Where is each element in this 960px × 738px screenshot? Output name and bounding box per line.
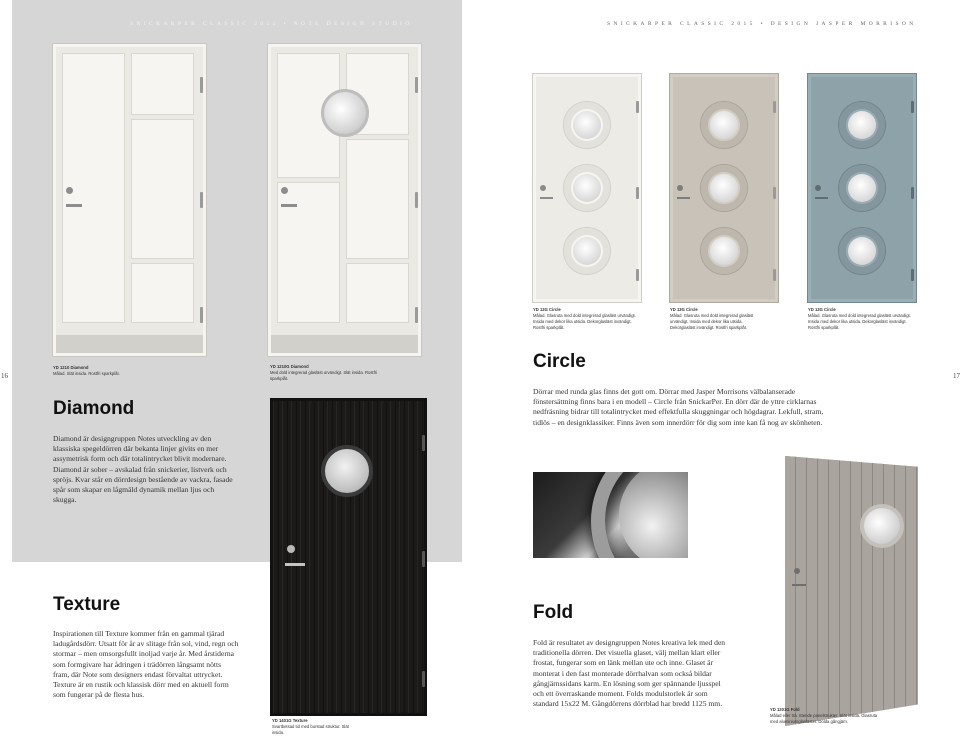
hinge-icon [415,307,418,323]
circle-door-white-image [533,74,641,302]
kick-plate [271,335,418,353]
door-window [710,111,738,139]
door-panel [346,263,409,323]
door-handle-icon [792,584,806,586]
hinge-icon [415,77,418,93]
hinge-icon [422,671,425,687]
door-window [573,111,601,139]
door-window [710,237,738,265]
hinge-icon [911,269,914,281]
running-head-right: SNICKARPER CLASSIC 2015 • DESIGN JASPER MORRISON [607,21,917,27]
caption-text: Målad eller trä. Stende panelstrukter. Slät insida. Glasruta med aluminiumglasläster. Dolda gångjärn. [770,713,878,724]
door-panel [131,263,194,323]
circle-caption [533,307,643,331]
door-window [573,237,601,265]
circle-door-blue-image [808,74,916,302]
door-window [321,445,373,497]
texture-title: Texture [53,594,121,615]
caption-title: YD 13G Circle [808,307,836,312]
diamond-door-image [53,44,206,356]
diamond-title: Diamond [53,398,135,419]
fold-caption [770,707,880,725]
door-panel [131,53,194,115]
fold-door-leaf [785,456,918,726]
lock-cylinder-icon [815,185,821,191]
hinge-icon [636,101,639,113]
caption-text: Med dold integrerad glasläst urvändigt. Slät insida. Rostfri sparkplåt. [270,370,378,381]
hinge-icon [422,435,425,451]
hinge-icon [200,307,203,323]
texture-caption [272,718,362,736]
hinge-icon [415,192,418,208]
lock-cylinder-icon [287,545,295,553]
page-number-left: 16 [1,372,8,380]
door-handle-icon [815,197,828,199]
caption-text: Målad. Glasruta med dold integrerad glasläst urvändigt. Insida med dekor lika utsida. Dekorglasläst invändigt. Rostfri sparkplåt. [808,313,911,330]
door-window [710,174,738,202]
hinge-icon [200,77,203,93]
lock-cylinder-icon [66,187,73,194]
door-window [573,174,601,202]
door-handle-icon [540,197,553,199]
door-handle-icon [66,204,82,207]
caption-title: YD 1401G Texture [272,718,308,723]
fold-title: Fold [533,602,574,623]
hinge-icon [422,551,425,567]
circle-body: Dörrar med runda glas finns det gott om. Dörrar med Jasper Morrisons välbalanserade fönstersättning finns bara i en modell – Circle från SnickarPer. En dörr där de yttre cirklarnas nedfräsning bidrar till totalintrycket med effektfulla skuggningar och högdagrar. Lekfull, stram, tidlös – en designklassiker. Finns även som innerdörr för dig som inte kan få nog av skönheten. [533,387,824,427]
door-window [848,237,876,265]
lock-cylinder-icon [677,185,683,191]
lock-cylinder-icon [794,568,800,574]
hinge-icon [636,187,639,199]
caption-title: YD 13G Circle [533,307,561,312]
running-head-left: SNICKARPER CLASSIC 2015 • NOTE DESIGN STUDIO [130,21,413,27]
circle-door-beige-image [670,74,778,302]
caption-title: YD 1210 Diamond [53,365,89,370]
door-window [321,89,369,137]
circle-detail-image [533,472,688,558]
page-number-right: 17 [953,372,960,380]
texture-door-image [270,398,427,716]
hinge-icon [773,187,776,199]
kick-plate [56,335,203,353]
door-handle-icon [677,197,690,199]
caption-text: Målad. Glasruta med dold integrerad glasläst urvändigt. Insida med dekor lika utsida. Dekorglasläst invändigt. Rostfri sparkplåt. [670,313,754,330]
diamond-caption [53,365,203,377]
fold-door-image [785,456,918,726]
caption-text: Svartbetsad tid med burstad struktur. Slät insida. [272,724,349,735]
hinge-icon [200,192,203,208]
hinge-icon [911,187,914,199]
lock-cylinder-icon [281,187,288,194]
caption-title: YD 1210G Diamond [270,364,309,369]
texture-body: Inspirationen till Texture kommer från en gammal tjärad ladugårdsdörr. Utsatt för år av slitage från sol, vind, regn och stormar – men omsorgsfullt inoljad varje år. Med årstiderna som formgivare har ådringen i trädörren långsamt nötts fram, där Note som designers endast förvaltat uttrycket. Texture är en rustik och klassisk dörr med en aktuell form som fungerar på de flesta hus. [53,629,239,700]
hinge-icon [636,269,639,281]
door-handle-icon [285,563,305,566]
door-panel [346,139,409,259]
circle-caption [808,307,918,331]
lock-cylinder-icon [540,185,546,191]
caption-text: Målad. Glasruta med dold integrerad glasläst urvändigt. Insida med dekor lika utsida. Dekorglasläst invändigt. Rostfri sparkplåt. [533,313,636,330]
door-window [848,111,876,139]
hinge-icon [773,101,776,113]
hinge-icon [773,269,776,281]
caption-title: YD 13G Circle [670,307,698,312]
fold-body: Fold är resultatet av designgruppen Notes kreativa lek med den traditionella dörren. Det visuella glaset, välj mellan klart eller frostat, fungerar som en länk mellan ute och inne. Glaset är monterat i den fast monterade dörrhalvan som också bildar gångjärnssidans karm. En lösning som ger spännande ljusspel och ett överraskande moment. Folds modulstorlek är som standard 15x22 M. Gångdörrens dörrblad har bredd 1125 mm. [533,638,726,709]
door-window [860,504,904,548]
circle-title: Circle [533,351,586,372]
hinge-icon [911,101,914,113]
diamond-glass-door-image [268,44,421,356]
caption-title: YD 1201G Fold [770,707,800,712]
door-window [848,174,876,202]
diamond-body: Diamond är designgruppen Notes utveckling av den klassiska spegeldörren där bekanta linjer givits en mer assymetrisk form och där totalintrycket blivit modernare. Diamond är sober – avskalad från snickerier, listverk och spröjs. Kvar står en dörrdesign bestående av vackra, fasade spår som skapar en lågmäld dynamik mellan ljus och skugga. [53,434,233,505]
diamond-glass-caption [270,364,380,382]
caption-text: Målad. Slät insida. Rostfri sparkplåt. [53,371,120,376]
circle-caption [670,307,755,331]
door-panel [131,119,194,259]
circle-glass-detail [619,472,688,558]
door-handle-icon [281,204,297,207]
